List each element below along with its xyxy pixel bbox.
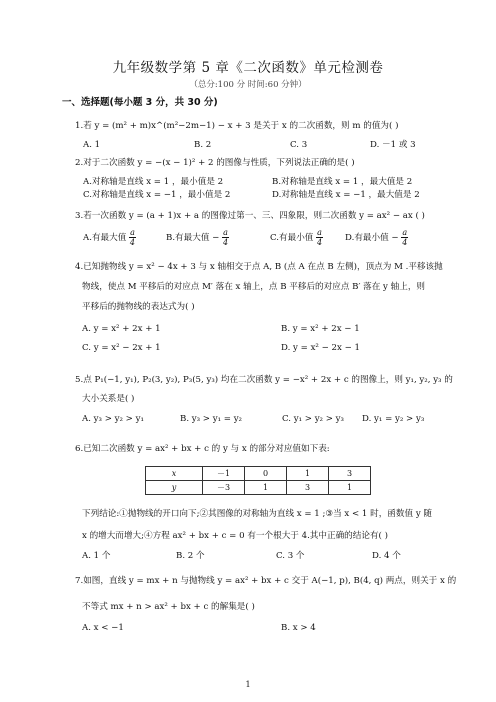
question-6-stem: 6.已知二次函数 y = ax² + bx + c 的 y 与 x 的部分对应值如下表: <box>75 444 330 454</box>
question-2-stem: 2.对于二次函数 y = −(x − 1)² + 2 的图像与性质，下列说法正确的是( ) <box>75 158 355 168</box>
q7-option-a: A. x < −1 <box>82 623 124 633</box>
question-7-stem-line2: 不等式 mx + n > ax² + bx + c 的解集是( ) <box>82 602 255 612</box>
table-cell: 1 <box>245 481 287 495</box>
question-4-stem-line2: 物线，使点 M 平移后的对应点 M′ 落在 x 轴上，点 B 平移后的对应点 B′ 落在 y 轴上，则 <box>82 282 426 292</box>
q5-option-c: C. y₁ > y₂ > y₃ <box>282 414 344 424</box>
table-cell: 1 <box>329 481 371 495</box>
q6-option-a: A. 1 个 <box>82 551 111 561</box>
q4-option-b: B. y = x² + 2x − 1 <box>281 324 360 334</box>
q7-option-b: B. x > 4 <box>281 623 316 633</box>
table-row <box>146 481 371 495</box>
q2-option-b: B.对称轴是直线 x = 1 ，最大值是 2 <box>272 177 413 187</box>
table-cell: x <box>146 467 203 481</box>
q2-option-a: A.对称轴是直线 x = 1 ，最小值是 2 <box>83 177 224 187</box>
q1-option-c: C. 3 <box>290 140 308 150</box>
table-cell: －3 <box>203 481 245 495</box>
q2-option-c: C.对称轴是直线 x = −1 ，最小值是 2 <box>83 190 231 200</box>
question-6-conclusions-line2: x 的增大而增大;④方程 ax² + bx + c = 0 有一个根大于 4.其中正确的结论有( ) <box>82 531 388 541</box>
q5-option-b: B. y₃ > y₁ = y₂ <box>180 414 243 424</box>
q3-option-b-text: B.有最大值 − <box>166 233 220 243</box>
q4-option-c: C. y = x² − 2x + 1 <box>82 343 161 353</box>
q4-option-a: A. y = x² + 2x + 1 <box>82 324 161 334</box>
q6-option-d: D. 4 个 <box>372 551 401 561</box>
q3-option-b-fraction: $\frac{a}{4}$ <box>222 228 229 247</box>
q3-option-c-fraction: $\frac{a}{4}$ <box>316 228 323 247</box>
q1-option-b: B. 2 <box>194 140 212 150</box>
q1-option-a: A. 1 <box>83 140 101 150</box>
q3-option-c-text: C.有最小值 <box>270 233 314 243</box>
page-number: 1 <box>245 680 251 689</box>
q3-option-c <box>270 228 323 247</box>
question-7-stem-line1: 7.如图，直线 y = mx + n 与抛物线 y = ax² + bx + c 交于 A(−1, p), B(4, q) 两点，则关于 x 的 <box>75 576 457 586</box>
q2-option-d: D.对称轴是直线 x = −1 ，最大值是 2 <box>272 190 420 200</box>
value-table <box>145 466 371 495</box>
question-5-stem-line2: 大小关系是( ) <box>82 394 135 404</box>
q3-option-a-text: A.有最大值 <box>83 233 127 243</box>
q5-option-a: A. y₃ > y₂ > y₁ <box>82 414 144 424</box>
q4-option-d: D. y = x² − 2x − 1 <box>281 343 360 353</box>
q6-option-c: C. 3 个 <box>276 551 305 561</box>
q3-option-d <box>345 228 408 247</box>
q3-option-d-text: D.有最小值 − <box>345 233 399 243</box>
question-4-stem-line3: 平移后的抛物线的表达式为( ) <box>82 302 195 312</box>
table-row <box>146 467 371 481</box>
table-cell: 3 <box>329 467 371 481</box>
table-cell: y <box>146 481 203 495</box>
page-subtitle: （总分:100 分 时间:60 分钟） <box>189 80 307 90</box>
q3-option-d-fraction: $\frac{a}{4}$ <box>402 228 408 247</box>
question-3-stem: 3.若一次函数 y = (a + 1)x + a 的图像过第一、三、四象限，则二次函数 y = ax² − ax ( ) <box>75 211 425 221</box>
q3-option-a <box>83 228 136 247</box>
table-cell: －1 <box>203 467 245 481</box>
question-6-conclusions-line1: 下列结论:①抛物线的开口向下;②其图像的对称轴为直线 x = 1 ;③当 x < 1 时，函数值 y 随 <box>82 509 432 519</box>
q3-option-b <box>166 228 229 247</box>
q3-option-a-fraction: $\frac{a}{4}$ <box>129 228 135 247</box>
question-4-stem-line1: 4.已知抛物线 y = x² − 4x + 3 与 x 轴相交于点 A, B (点 A 在点 B 左侧)，顶点为 M .平移该抛 <box>75 262 443 272</box>
question-5-stem-line1: 5.点 P₁(−1, y₁), P₂(3, y₂), P₃(5, y₃) 均在二次函数 y = −x² + 2x + c 的图像上，则 y₁, y₂, y₃ 的 <box>75 375 453 385</box>
section-heading: 一、选择题(每小题 3 分，共 30 分) <box>62 97 218 108</box>
page-title: 九年级数学第 5 章《二次函数》单元检测卷 <box>112 60 384 76</box>
table-cell: 1 <box>287 467 329 481</box>
q6-option-b: B. 2 个 <box>176 551 205 561</box>
table-cell: 3 <box>287 481 329 495</box>
table-cell: 0 <box>245 467 287 481</box>
question-1-stem: 1.若 y = (m² + m)x^(m²−2m−1) − x + 3 是关于 x 的二次函数，则 m 的值为( ) <box>75 121 399 131</box>
q5-option-d: D. y₁ = y₂ > y₃ <box>362 414 425 424</box>
q1-option-d: D. －1 或 3 <box>370 140 416 150</box>
